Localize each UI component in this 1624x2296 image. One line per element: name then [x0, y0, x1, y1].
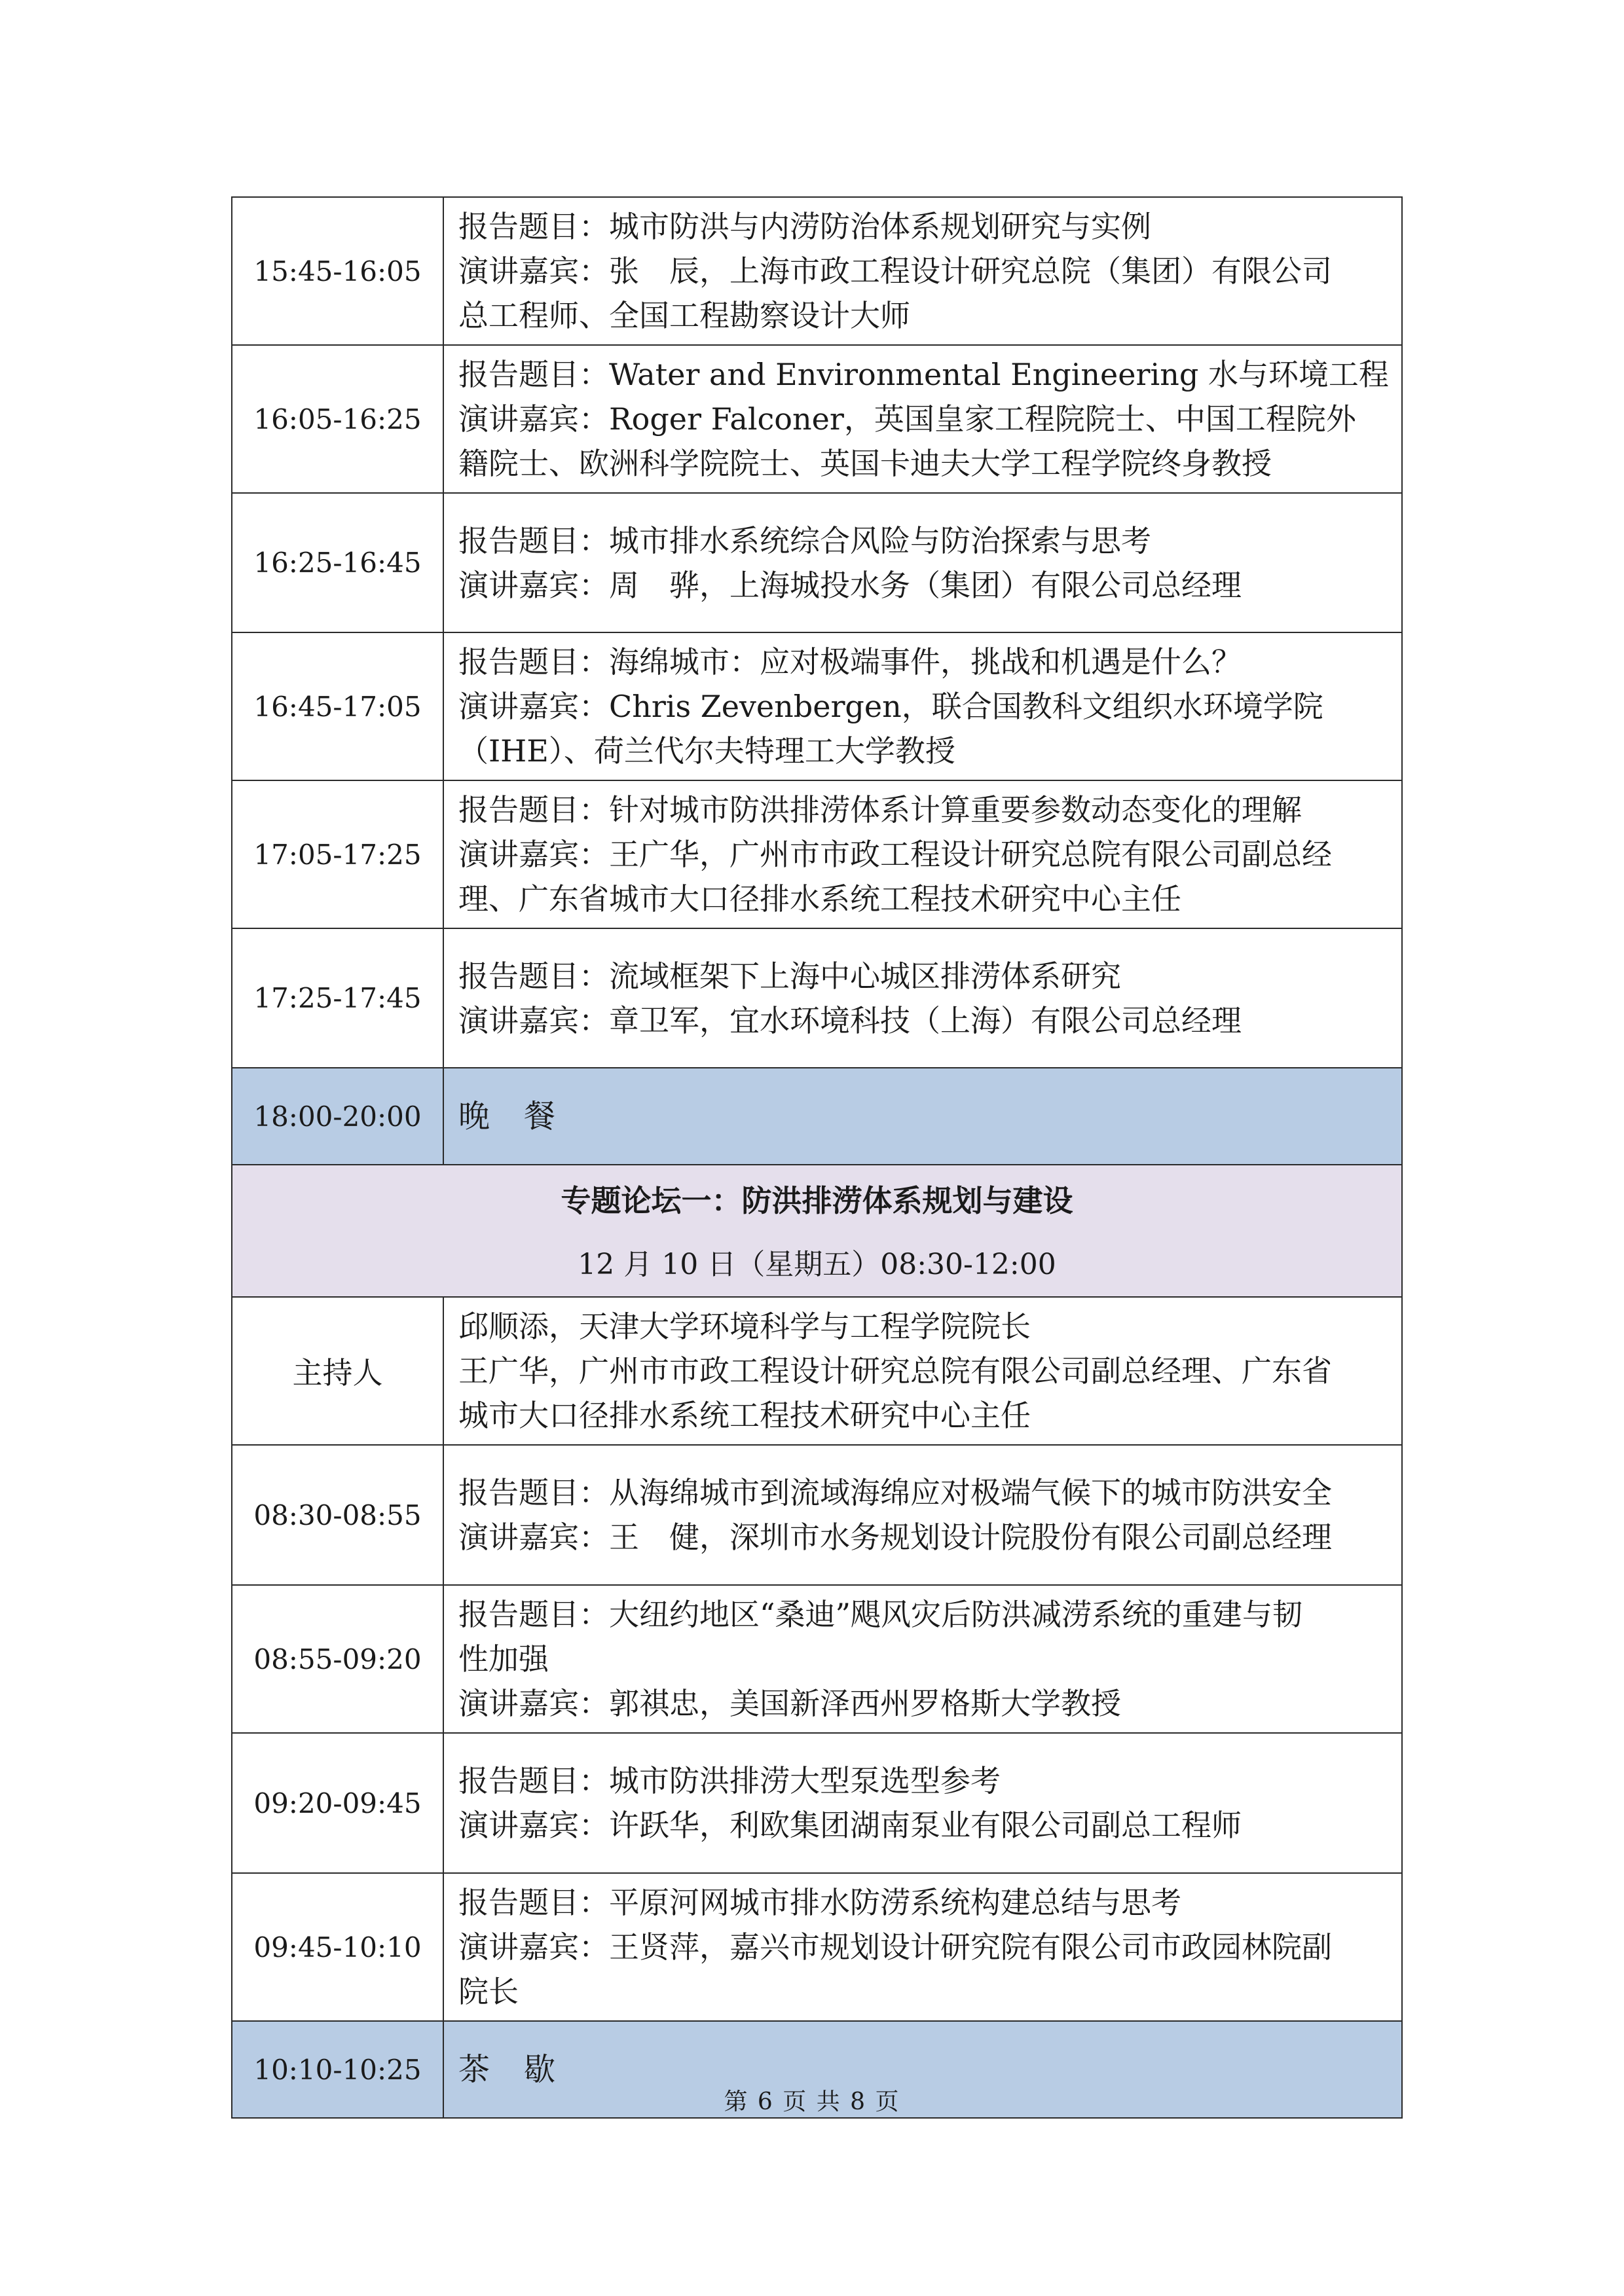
table-row — [232, 928, 1402, 1068]
talk-line: 演讲嘉宾：许跃华，利欧集团湖南泵业有限公司副总工程师 — [458, 1808, 1242, 1843]
talk-line: 演讲嘉宾：章卫军，宜水环境科技（上海）有限公司总经理 — [458, 1002, 1242, 1038]
talk-line: 演讲嘉宾：王 健，深圳市水务规划设计院股份有限公司副总经理 — [458, 1520, 1332, 1555]
table-row — [232, 345, 1402, 493]
table-row — [232, 197, 1402, 345]
table-row — [232, 493, 1402, 632]
forum-date: 12 月 10 日（星期五）08:30-12:00 — [578, 1248, 1056, 1281]
dinner-row — [232, 1068, 1402, 1165]
talk-line: 院长 — [458, 1974, 519, 2009]
time-cell: 17:05-17:25 — [232, 780, 443, 928]
forum-header-row — [232, 1165, 1402, 1297]
dinner-label: 晚 餐 — [443, 1068, 1402, 1165]
talk-line: 演讲嘉宾：Chris Zevenbergen，联合国教科文组织水环境学院 — [458, 689, 1323, 724]
table-row — [232, 1733, 1402, 1873]
table-row — [232, 1445, 1402, 1585]
time-cell: 09:20-09:45 — [232, 1733, 443, 1873]
talk-line: 报告题目：针对城市防洪排涝体系计算重要参数动态变化的理解 — [458, 792, 1302, 828]
talk-line: 性加强 — [458, 1641, 549, 1677]
talk-line: 演讲嘉宾：王广华，广州市市政工程设计研究总院有限公司副总经 — [458, 837, 1332, 872]
host-line: 王广华，广州市市政工程设计研究总院有限公司副总经理、广东省 — [458, 1353, 1332, 1389]
host-row — [232, 1297, 1402, 1445]
time-cell: 16:05-16:25 — [232, 345, 443, 493]
time-cell: 08:30-08:55 — [232, 1445, 443, 1585]
talk-cell — [443, 197, 1402, 345]
host-label: 主持人 — [232, 1297, 443, 1445]
talk-line: 籍院士、欧洲科学院院士、英国卡迪夫大学工程学院终身教授 — [458, 446, 1272, 481]
talk-line: 报告题目：城市防洪排涝大型泵选型参考 — [458, 1763, 1001, 1798]
host-line: 城市大口径排水系统工程技术研究中心主任 — [458, 1398, 1031, 1433]
talk-line: 演讲嘉宾：Roger Falconer，英国皇家工程院院士、中国工程院外 — [458, 401, 1356, 437]
talk-line: 报告题目：海绵城市：应对极端事件，挑战和机遇是什么？ — [458, 644, 1242, 680]
talk-line: 总工程师、全国工程勘察设计大师 — [458, 298, 910, 333]
talk-line: 理、广东省城市大口径排水系统工程技术研究中心主任 — [458, 881, 1181, 917]
talk-line: 报告题目：平原河网城市排水防涝系统构建总结与思考 — [458, 1885, 1181, 1920]
talk-cell — [443, 493, 1402, 632]
table-row — [232, 1585, 1402, 1733]
talk-cell — [443, 632, 1402, 780]
talk-line: 报告题目：流域框架下上海中心城区排涝体系研究 — [458, 958, 1121, 994]
talk-cell — [443, 928, 1402, 1068]
table-row — [232, 780, 1402, 928]
talk-cell — [443, 1873, 1402, 2021]
talk-line: 演讲嘉宾：周 骅，上海城投水务（集团）有限公司总经理 — [458, 567, 1242, 603]
host-cell — [443, 1297, 1402, 1445]
talk-line: 演讲嘉宾：王贤萍，嘉兴市规划设计研究院有限公司市政园林院副 — [458, 1929, 1332, 1965]
forum-header-cell — [232, 1165, 1402, 1297]
time-cell: 18:00-20:00 — [232, 1068, 443, 1165]
time-cell: 08:55-09:20 — [232, 1585, 443, 1733]
page-footer: 第 6 页 共 8 页 — [724, 2088, 900, 2115]
talk-cell — [443, 345, 1402, 493]
tea-break-label: 茶 歇 — [443, 2021, 1402, 2118]
forum-title: 专题论坛一：防洪排涝体系规划与建设 — [561, 1183, 1073, 1218]
table-row — [232, 632, 1402, 780]
time-cell: 15:45-16:05 — [232, 197, 443, 345]
talk-line: 报告题目：大纽约地区“桑迪”飓风灾后防洪减涝系统的重建与韧 — [458, 1597, 1303, 1632]
time-cell: 10:10-10:25 — [232, 2021, 443, 2118]
host-line: 邱顺添，天津大学环境科学与工程学院院长 — [458, 1309, 1031, 1344]
talk-line: 报告题目：从海绵城市到流域海绵应对极端气候下的城市防洪安全 — [458, 1475, 1332, 1510]
talk-line: 演讲嘉宾：郭祺忠，美国新泽西州罗格斯大学教授 — [458, 1686, 1121, 1721]
time-cell: 16:25-16:45 — [232, 493, 443, 632]
talk-line: 报告题目：Water and Environmental Engineering 水与环境工程 — [458, 357, 1389, 392]
schedule-table — [231, 196, 1403, 2119]
talk-cell — [443, 780, 1402, 928]
talk-cell — [443, 1585, 1402, 1733]
talk-line: 报告题目：城市防洪与内涝防治体系规划研究与实例 — [458, 209, 1151, 244]
time-cell: 17:25-17:45 — [232, 928, 443, 1068]
talk-cell — [443, 1733, 1402, 1873]
time-cell: 16:45-17:05 — [232, 632, 443, 780]
talk-line: 报告题目：城市排水系统综合风险与防治探索与思考 — [458, 522, 1151, 558]
talk-line: 演讲嘉宾：张 辰，上海市政工程设计研究总院（集团）有限公司 — [458, 253, 1332, 289]
talk-cell — [443, 1445, 1402, 1585]
talk-line: （IHE）、荷兰代尔夫特理工大学教授 — [458, 733, 955, 769]
time-cell: 09:45-10:10 — [232, 1873, 443, 2021]
table-row — [232, 1873, 1402, 2021]
